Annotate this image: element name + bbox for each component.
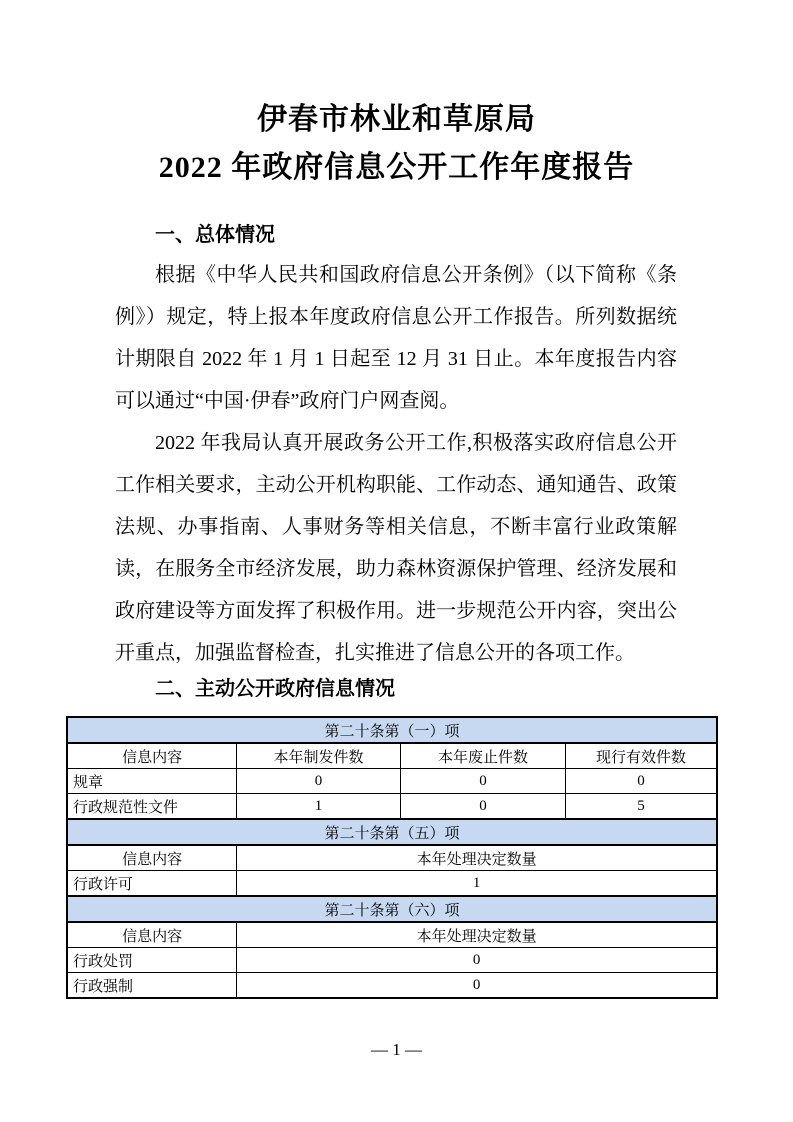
disclosure-statistics-table: [66, 716, 718, 999]
table-band-article20-item1: [67, 717, 717, 743]
cell-value: 0: [237, 973, 717, 999]
cell-value: 0: [400, 794, 565, 820]
column-header-decisions-count: 本年处理决定数量: [237, 845, 717, 871]
column-header-decisions-count: 本年处理决定数量: [237, 922, 717, 948]
paragraph-basis: 根据《中华人民共和国政府信息公开条例》（以下简称《条例》）规定，特上报本年度政府信息公开工作报告。所列数据统计期限自 2022 年 1 月 1 日起至 12 月 31 日止。本年度报告内容可以通过“中国·伊春”政府门户网查阅。: [115, 264, 677, 412]
band-title: 第二十条第（六）项: [67, 896, 717, 922]
table-column-header-row: [67, 845, 717, 871]
table-band-article20-item5: [67, 819, 717, 845]
table-column-header-row: [67, 922, 717, 948]
table-row-administrative-license: [67, 871, 717, 897]
cell-value: 0: [566, 769, 717, 794]
table-row-regulations: [67, 769, 717, 794]
row-label: 规章: [67, 769, 237, 794]
document-title: [0, 96, 793, 192]
row-label: 行政强制: [67, 973, 237, 999]
paragraph-work-summary: 2022 年我局认真开展政务公开工作,积极落实政府信息公开工作相关要求，主动公开机构职能、工作动态、通知通告、政策法规、办事指南、人事财务等相关信息，不断丰富行业政策解读，在服务全市经济发展，助力森林资源保护管理、经济发展和政府建设等方面发挥了积极作用。进一步规范公开内容，突出公开重点，加强监督检查，扎实推进了信息公开的各项工作。: [115, 432, 677, 664]
title-line-1: 伊春市林业和草原局: [257, 103, 536, 136]
cell-value: 0: [237, 769, 401, 794]
band-title: 第二十条第（一）项: [67, 717, 717, 743]
column-header-info-content: 信息内容: [67, 922, 237, 948]
column-header-info-content: 信息内容: [67, 845, 237, 871]
table-row-normative-documents: [67, 794, 717, 820]
row-label: 行政规范性文件: [67, 794, 237, 820]
page-number: — 1 —: [371, 1040, 422, 1059]
cell-value: 5: [566, 794, 717, 820]
table-row-administrative-coercion: [67, 973, 717, 999]
cell-value: 0: [400, 769, 565, 794]
table-column-header-row: [67, 743, 717, 769]
band-title: 第二十条第（五）项: [67, 819, 717, 845]
column-header-effective-count: 现行有效件数: [566, 743, 717, 769]
column-header-info-content: 信息内容: [67, 743, 237, 769]
section-heading-proactive-disclosure: 二、主动公开政府信息情况: [155, 678, 395, 700]
table-band-article20-item6: [67, 896, 717, 922]
title-line-2: 2022 年政府信息公开工作年度报告: [158, 151, 635, 184]
cell-value: 1: [237, 794, 401, 820]
table-row-administrative-penalty: [67, 948, 717, 973]
cell-value: 0: [237, 948, 717, 973]
column-header-issued-count: 本年制发件数: [237, 743, 401, 769]
section-heading-overall: 一、总体情况: [155, 224, 275, 246]
row-label: 行政许可: [67, 871, 237, 897]
row-label: 行政处罚: [67, 948, 237, 973]
column-header-repealed-count: 本年废止件数: [400, 743, 565, 769]
cell-value: 1: [237, 871, 717, 897]
